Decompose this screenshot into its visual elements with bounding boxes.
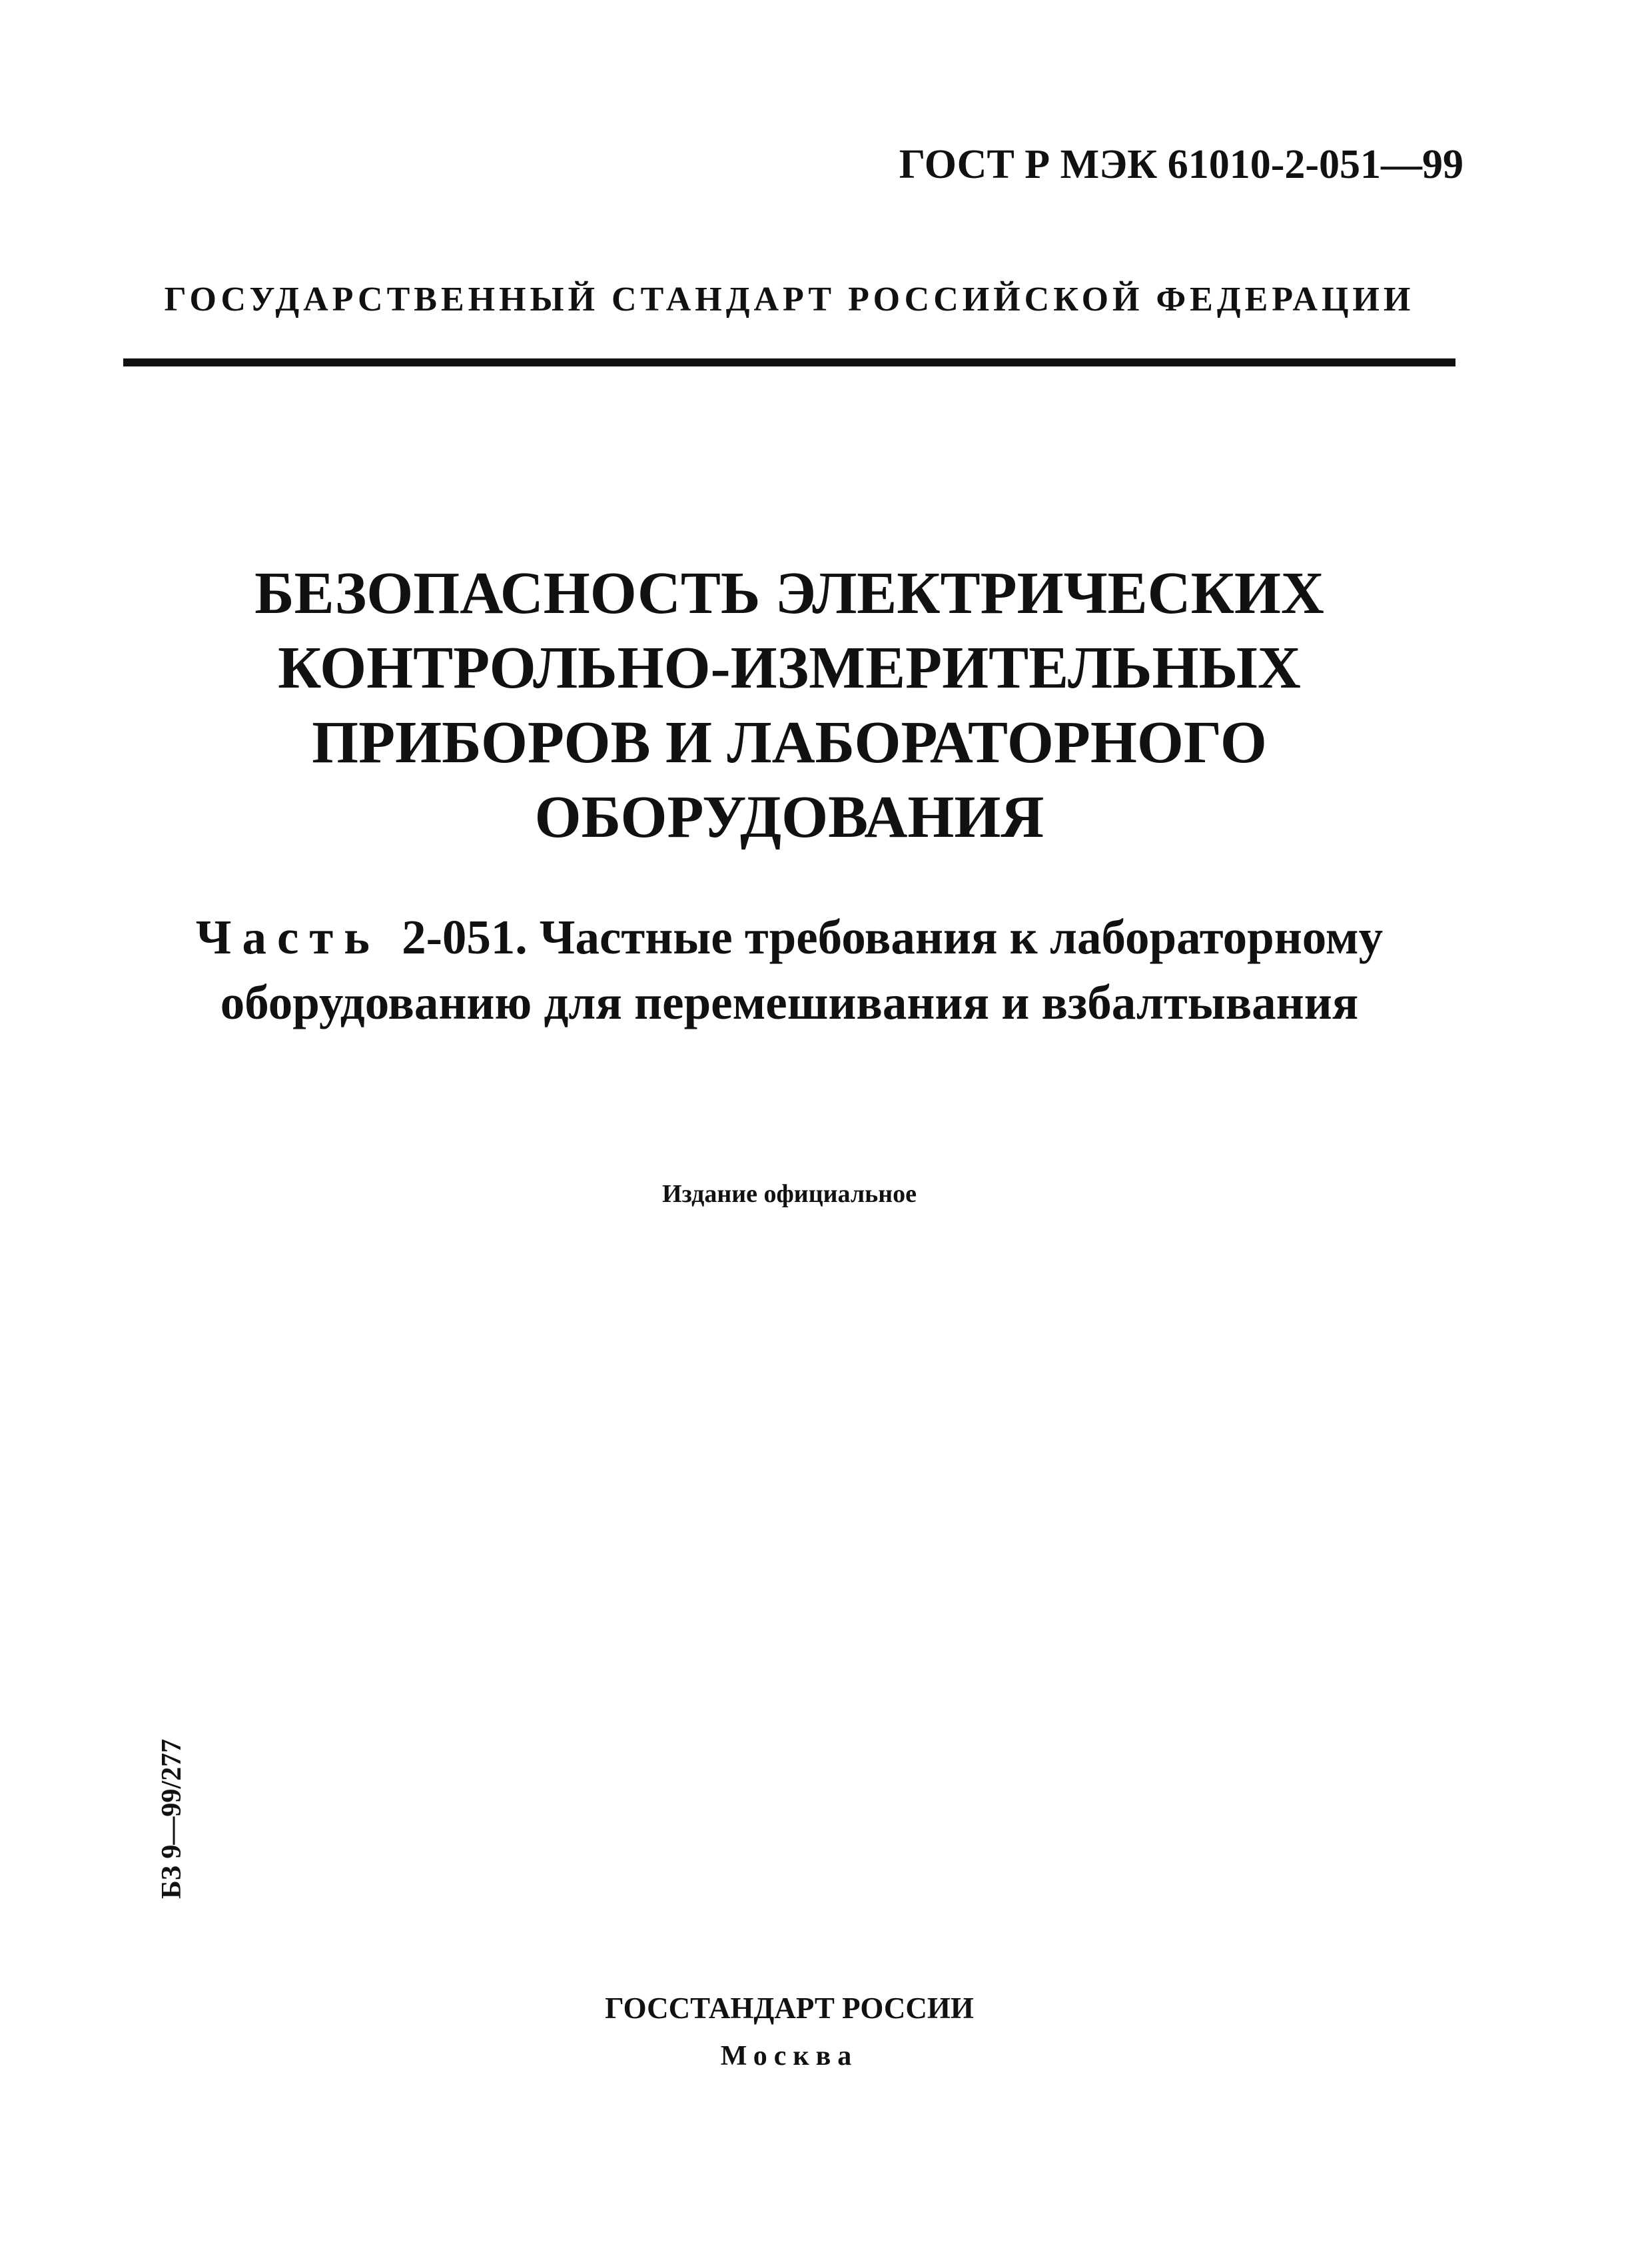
- title-line: БЕЗОПАСНОСТЬ ЭЛЕКТРИЧЕСКИХ: [254, 560, 1324, 626]
- publisher: ГОССТАНДАРТ РОССИИ: [605, 1991, 974, 2025]
- header-rule: [123, 358, 1455, 366]
- part-title-line-2: оборудованию для перемешивания и взбалтывания: [220, 975, 1359, 1029]
- side-code: БЗ 9—99/277: [157, 1738, 187, 1899]
- publication-city: Москва: [720, 2041, 859, 2071]
- main-title: [123, 556, 1455, 855]
- part-title-line-1: [123, 905, 1455, 970]
- part-label: Часть: [195, 910, 380, 964]
- title-line: ПРИБОРОВ И ЛАБОРАТОРНОГО: [312, 710, 1267, 776]
- edition-note: Издание официальное: [661, 1180, 917, 1208]
- part-title-text: 2-051. Частные требования к лабораторному: [402, 910, 1384, 964]
- part-title: [123, 905, 1455, 1035]
- title-line: ОБОРУДОВАНИЯ: [534, 784, 1044, 850]
- agency-heading: ГОСУДАРСТВЕННЫЙ СТАНДАРТ РОССИЙСКОЙ ФЕДЕРАЦИИ: [164, 281, 1415, 318]
- title-line: КОНТРОЛЬНО-ИЗМЕРИТЕЛЬНЫХ: [278, 635, 1301, 701]
- standard-designation: ГОСТ Р МЭК 61010-2-051—99: [899, 142, 1463, 187]
